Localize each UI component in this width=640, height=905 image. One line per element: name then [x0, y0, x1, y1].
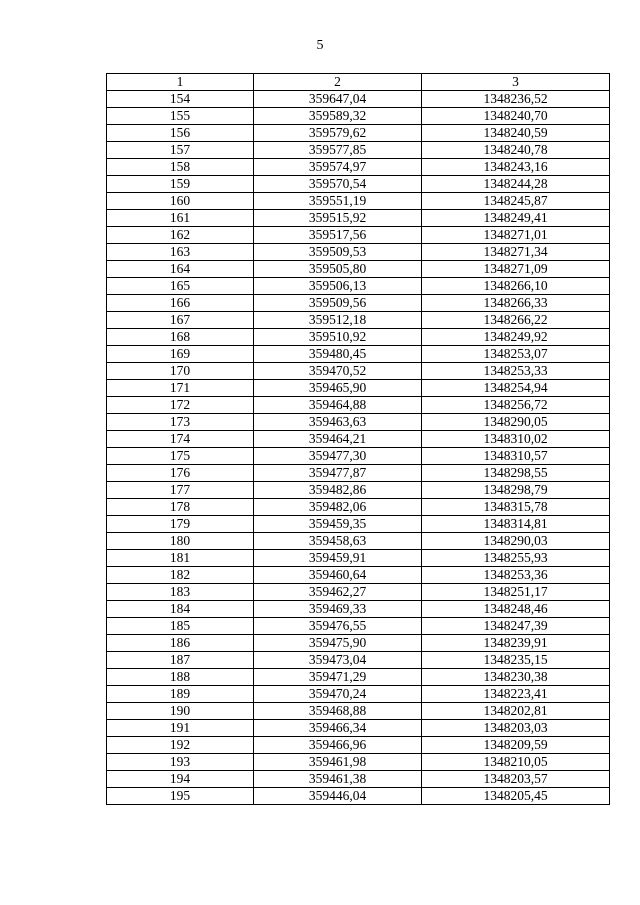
x-coordinate-cell: 359459,35	[254, 516, 422, 533]
page-number: 5	[316, 38, 324, 53]
y-coordinate-cell: 1348210,05	[422, 754, 610, 771]
point-number-cell: 160	[107, 193, 254, 210]
point-number-cell: 185	[107, 618, 254, 635]
x-coordinate-cell: 359517,56	[254, 227, 422, 244]
point-number-cell: 155	[107, 108, 254, 125]
y-coordinate-cell: 1348223,41	[422, 686, 610, 703]
table-row	[107, 159, 610, 176]
y-coordinate-cell: 1348271,01	[422, 227, 610, 244]
table-row	[107, 380, 610, 397]
point-number-cell: 192	[107, 737, 254, 754]
table-row	[107, 754, 610, 771]
point-number-cell: 164	[107, 261, 254, 278]
point-number-cell: 188	[107, 669, 254, 686]
point-number-cell: 183	[107, 584, 254, 601]
x-coordinate-cell: 359477,87	[254, 465, 422, 482]
y-coordinate-cell: 1348240,78	[422, 142, 610, 159]
table-row	[107, 737, 610, 754]
table-row	[107, 516, 610, 533]
coordinates-table	[106, 73, 610, 805]
point-number-cell: 163	[107, 244, 254, 261]
y-coordinate-cell: 1348298,79	[422, 482, 610, 499]
table-row	[107, 278, 610, 295]
x-coordinate-cell: 359505,80	[254, 261, 422, 278]
table-row	[107, 550, 610, 567]
table-row	[107, 142, 610, 159]
y-coordinate-cell: 1348245,87	[422, 193, 610, 210]
point-number-cell: 191	[107, 720, 254, 737]
x-coordinate-cell: 359510,92	[254, 329, 422, 346]
x-coordinate-cell: 359464,88	[254, 397, 422, 414]
x-coordinate-cell: 359509,56	[254, 295, 422, 312]
table-row	[107, 414, 610, 431]
table-row	[107, 193, 610, 210]
point-number-cell: 165	[107, 278, 254, 295]
y-coordinate-cell: 1348251,17	[422, 584, 610, 601]
x-coordinate-cell: 359462,27	[254, 584, 422, 601]
y-coordinate-cell: 1348256,72	[422, 397, 610, 414]
point-number-cell: 167	[107, 312, 254, 329]
x-coordinate-cell: 359463,63	[254, 414, 422, 431]
point-number-cell: 171	[107, 380, 254, 397]
table-row	[107, 125, 610, 142]
table-row	[107, 210, 610, 227]
point-number-cell: 178	[107, 499, 254, 516]
point-number-cell: 176	[107, 465, 254, 482]
x-coordinate-cell: 359475,90	[254, 635, 422, 652]
table-row	[107, 312, 610, 329]
y-coordinate-cell: 1348236,52	[422, 91, 610, 108]
x-coordinate-cell: 359460,64	[254, 567, 422, 584]
table-row	[107, 176, 610, 193]
point-number-cell: 154	[107, 91, 254, 108]
point-number-cell: 173	[107, 414, 254, 431]
point-number-cell: 169	[107, 346, 254, 363]
x-coordinate-cell: 359482,06	[254, 499, 422, 516]
x-coordinate-cell: 359577,85	[254, 142, 422, 159]
table-row	[107, 703, 610, 720]
table-row	[107, 346, 610, 363]
x-coordinate-cell: 359461,98	[254, 754, 422, 771]
table-row	[107, 465, 610, 482]
x-coordinate-cell: 359464,21	[254, 431, 422, 448]
x-coordinate-cell: 359458,63	[254, 533, 422, 550]
y-coordinate-cell: 1348230,38	[422, 669, 610, 686]
table-row	[107, 584, 610, 601]
table-row	[107, 567, 610, 584]
table-row	[107, 448, 610, 465]
x-coordinate-cell: 359466,34	[254, 720, 422, 737]
x-coordinate-cell: 359509,53	[254, 244, 422, 261]
point-number-cell: 179	[107, 516, 254, 533]
table-row	[107, 652, 610, 669]
table-row	[107, 635, 610, 652]
point-number-cell: 175	[107, 448, 254, 465]
table-row	[107, 108, 610, 125]
point-number-cell: 170	[107, 363, 254, 380]
y-coordinate-cell: 1348253,07	[422, 346, 610, 363]
y-coordinate-cell: 1348243,16	[422, 159, 610, 176]
y-coordinate-cell: 1348203,57	[422, 771, 610, 788]
point-number-cell: 156	[107, 125, 254, 142]
y-coordinate-cell: 1348271,09	[422, 261, 610, 278]
y-coordinate-cell: 1348255,93	[422, 550, 610, 567]
table-row	[107, 618, 610, 635]
table-row	[107, 771, 610, 788]
y-coordinate-cell: 1348254,94	[422, 380, 610, 397]
table-body	[107, 91, 610, 805]
x-coordinate-cell: 359469,33	[254, 601, 422, 618]
table-row	[107, 431, 610, 448]
table-row	[107, 329, 610, 346]
table-row	[107, 601, 610, 618]
x-coordinate-cell: 359574,97	[254, 159, 422, 176]
point-number-cell: 166	[107, 295, 254, 312]
point-number-cell: 190	[107, 703, 254, 720]
y-coordinate-cell: 1348203,03	[422, 720, 610, 737]
x-coordinate-cell: 359466,96	[254, 737, 422, 754]
y-coordinate-cell: 1348290,05	[422, 414, 610, 431]
point-number-cell: 186	[107, 635, 254, 652]
x-coordinate-cell: 359589,32	[254, 108, 422, 125]
y-coordinate-cell: 1348249,92	[422, 329, 610, 346]
point-number-cell: 194	[107, 771, 254, 788]
y-coordinate-cell: 1348310,57	[422, 448, 610, 465]
x-coordinate-cell: 359461,38	[254, 771, 422, 788]
y-coordinate-cell: 1348314,81	[422, 516, 610, 533]
x-coordinate-cell: 359551,19	[254, 193, 422, 210]
point-number-cell: 184	[107, 601, 254, 618]
table-row	[107, 499, 610, 516]
x-coordinate-cell: 359512,18	[254, 312, 422, 329]
y-coordinate-cell: 1348249,41	[422, 210, 610, 227]
y-coordinate-cell: 1348202,81	[422, 703, 610, 720]
table-row	[107, 669, 610, 686]
point-number-cell: 182	[107, 567, 254, 584]
table-header	[107, 74, 610, 91]
table-row	[107, 720, 610, 737]
column-header-x: 2	[254, 74, 422, 91]
point-number-cell: 168	[107, 329, 254, 346]
table-row	[107, 397, 610, 414]
x-coordinate-cell: 359570,54	[254, 176, 422, 193]
point-number-cell: 161	[107, 210, 254, 227]
column-header-point-number: 1	[107, 74, 254, 91]
x-coordinate-cell: 359647,04	[254, 91, 422, 108]
point-number-cell: 195	[107, 788, 254, 805]
y-coordinate-cell: 1348315,78	[422, 499, 610, 516]
y-coordinate-cell: 1348298,55	[422, 465, 610, 482]
point-number-cell: 158	[107, 159, 254, 176]
table-row	[107, 91, 610, 108]
x-coordinate-cell: 359470,52	[254, 363, 422, 380]
table-row	[107, 788, 610, 805]
table-row	[107, 363, 610, 380]
x-coordinate-cell: 359473,04	[254, 652, 422, 669]
point-number-cell: 189	[107, 686, 254, 703]
y-coordinate-cell: 1348235,15	[422, 652, 610, 669]
x-coordinate-cell: 359506,13	[254, 278, 422, 295]
table-row	[107, 295, 610, 312]
table-row	[107, 227, 610, 244]
table-row	[107, 482, 610, 499]
y-coordinate-cell: 1348240,70	[422, 108, 610, 125]
y-coordinate-cell: 1348310,02	[422, 431, 610, 448]
y-coordinate-cell: 1348247,39	[422, 618, 610, 635]
x-coordinate-cell: 359446,04	[254, 788, 422, 805]
column-header-y: 3	[422, 74, 610, 91]
x-coordinate-cell: 359477,30	[254, 448, 422, 465]
point-number-cell: 181	[107, 550, 254, 567]
x-coordinate-cell: 359459,91	[254, 550, 422, 567]
x-coordinate-cell: 359579,62	[254, 125, 422, 142]
y-coordinate-cell: 1348209,59	[422, 737, 610, 754]
y-coordinate-cell: 1348244,28	[422, 176, 610, 193]
x-coordinate-cell: 359476,55	[254, 618, 422, 635]
table-row	[107, 261, 610, 278]
point-number-cell: 193	[107, 754, 254, 771]
point-number-cell: 172	[107, 397, 254, 414]
y-coordinate-cell: 1348266,22	[422, 312, 610, 329]
point-number-cell: 177	[107, 482, 254, 499]
y-coordinate-cell: 1348240,59	[422, 125, 610, 142]
y-coordinate-cell: 1348266,10	[422, 278, 610, 295]
y-coordinate-cell: 1348271,34	[422, 244, 610, 261]
point-number-cell: 180	[107, 533, 254, 550]
table-row	[107, 533, 610, 550]
x-coordinate-cell: 359470,24	[254, 686, 422, 703]
point-number-cell: 157	[107, 142, 254, 159]
header-row	[107, 74, 610, 91]
y-coordinate-cell: 1348239,91	[422, 635, 610, 652]
y-coordinate-cell: 1348253,36	[422, 567, 610, 584]
y-coordinate-cell: 1348248,46	[422, 601, 610, 618]
table-row	[107, 686, 610, 703]
y-coordinate-cell: 1348266,33	[422, 295, 610, 312]
point-number-cell: 159	[107, 176, 254, 193]
point-number-cell: 162	[107, 227, 254, 244]
point-number-cell: 174	[107, 431, 254, 448]
y-coordinate-cell: 1348205,45	[422, 788, 610, 805]
x-coordinate-cell: 359515,92	[254, 210, 422, 227]
y-coordinate-cell: 1348290,03	[422, 533, 610, 550]
table-row	[107, 244, 610, 261]
x-coordinate-cell: 359465,90	[254, 380, 422, 397]
x-coordinate-cell: 359482,86	[254, 482, 422, 499]
x-coordinate-cell: 359468,88	[254, 703, 422, 720]
y-coordinate-cell: 1348253,33	[422, 363, 610, 380]
x-coordinate-cell: 359480,45	[254, 346, 422, 363]
x-coordinate-cell: 359471,29	[254, 669, 422, 686]
point-number-cell: 187	[107, 652, 254, 669]
